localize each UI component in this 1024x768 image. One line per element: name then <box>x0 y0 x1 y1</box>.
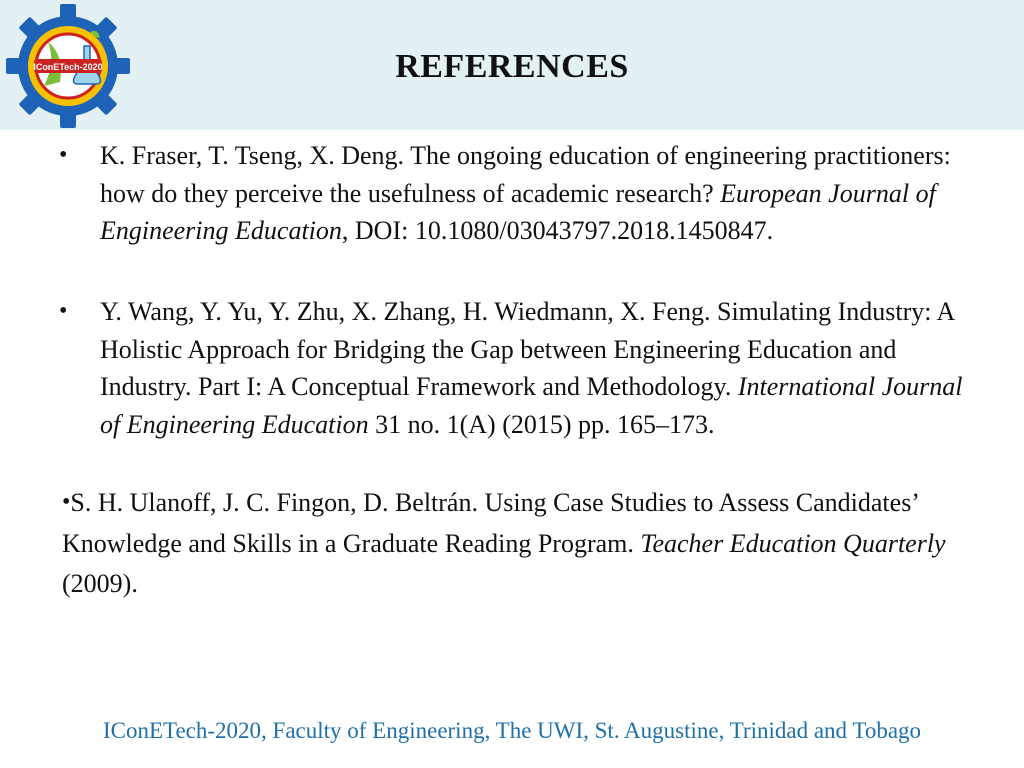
reference-item <box>62 482 962 605</box>
reference-journal: European Journal of Engineering Education <box>100 178 936 245</box>
bullet-point: • <box>59 142 68 168</box>
reference-text: K. Fraser, T. Tseng, X. Deng. The ongoing education of engineering practitioners: how do they perceive the usefulness of academic research? <box>100 141 951 208</box>
page-title: REFERENCES <box>395 48 629 85</box>
reference-details: 31 no. 1(A) (2015) pp. 165–173. <box>368 409 715 439</box>
reference-journal: Teacher Education Quarterly <box>640 528 946 558</box>
reference-journal: International Journal of Engineering Education <box>100 372 963 439</box>
reference-item <box>59 293 970 443</box>
reference-text: S. H. Ulanoff, J. C. Fingon, D. Beltrán. Using Case Studies to Assess Candidates’ Knowledge and Skills in a Graduate Reading Program. <box>62 488 919 558</box>
footer-text: IConETech-2020, Faculty of Engineering, The UWI, St. Augustine, Trinidad and Tobago <box>102 718 922 743</box>
logo-text: IConETech-2020 <box>33 62 103 72</box>
reference-details: (2009). <box>62 569 138 598</box>
reference-details: , DOI: 10.1080/03043797.2018.1450847. <box>341 216 774 245</box>
bullet-point: • <box>62 489 71 515</box>
reference-item <box>59 137 970 250</box>
bullet-point: • <box>59 298 68 324</box>
reference-text: Y. Wang, Y. Yu, Y. Zhu, X. Zhang, H. Wiedmann, X. Feng. Simulating Industry: A Holistic Approach for Bridging the Gap between Engineering Education and Industry. Part I: A Conceptual Framework and Methodology. <box>100 297 954 401</box>
